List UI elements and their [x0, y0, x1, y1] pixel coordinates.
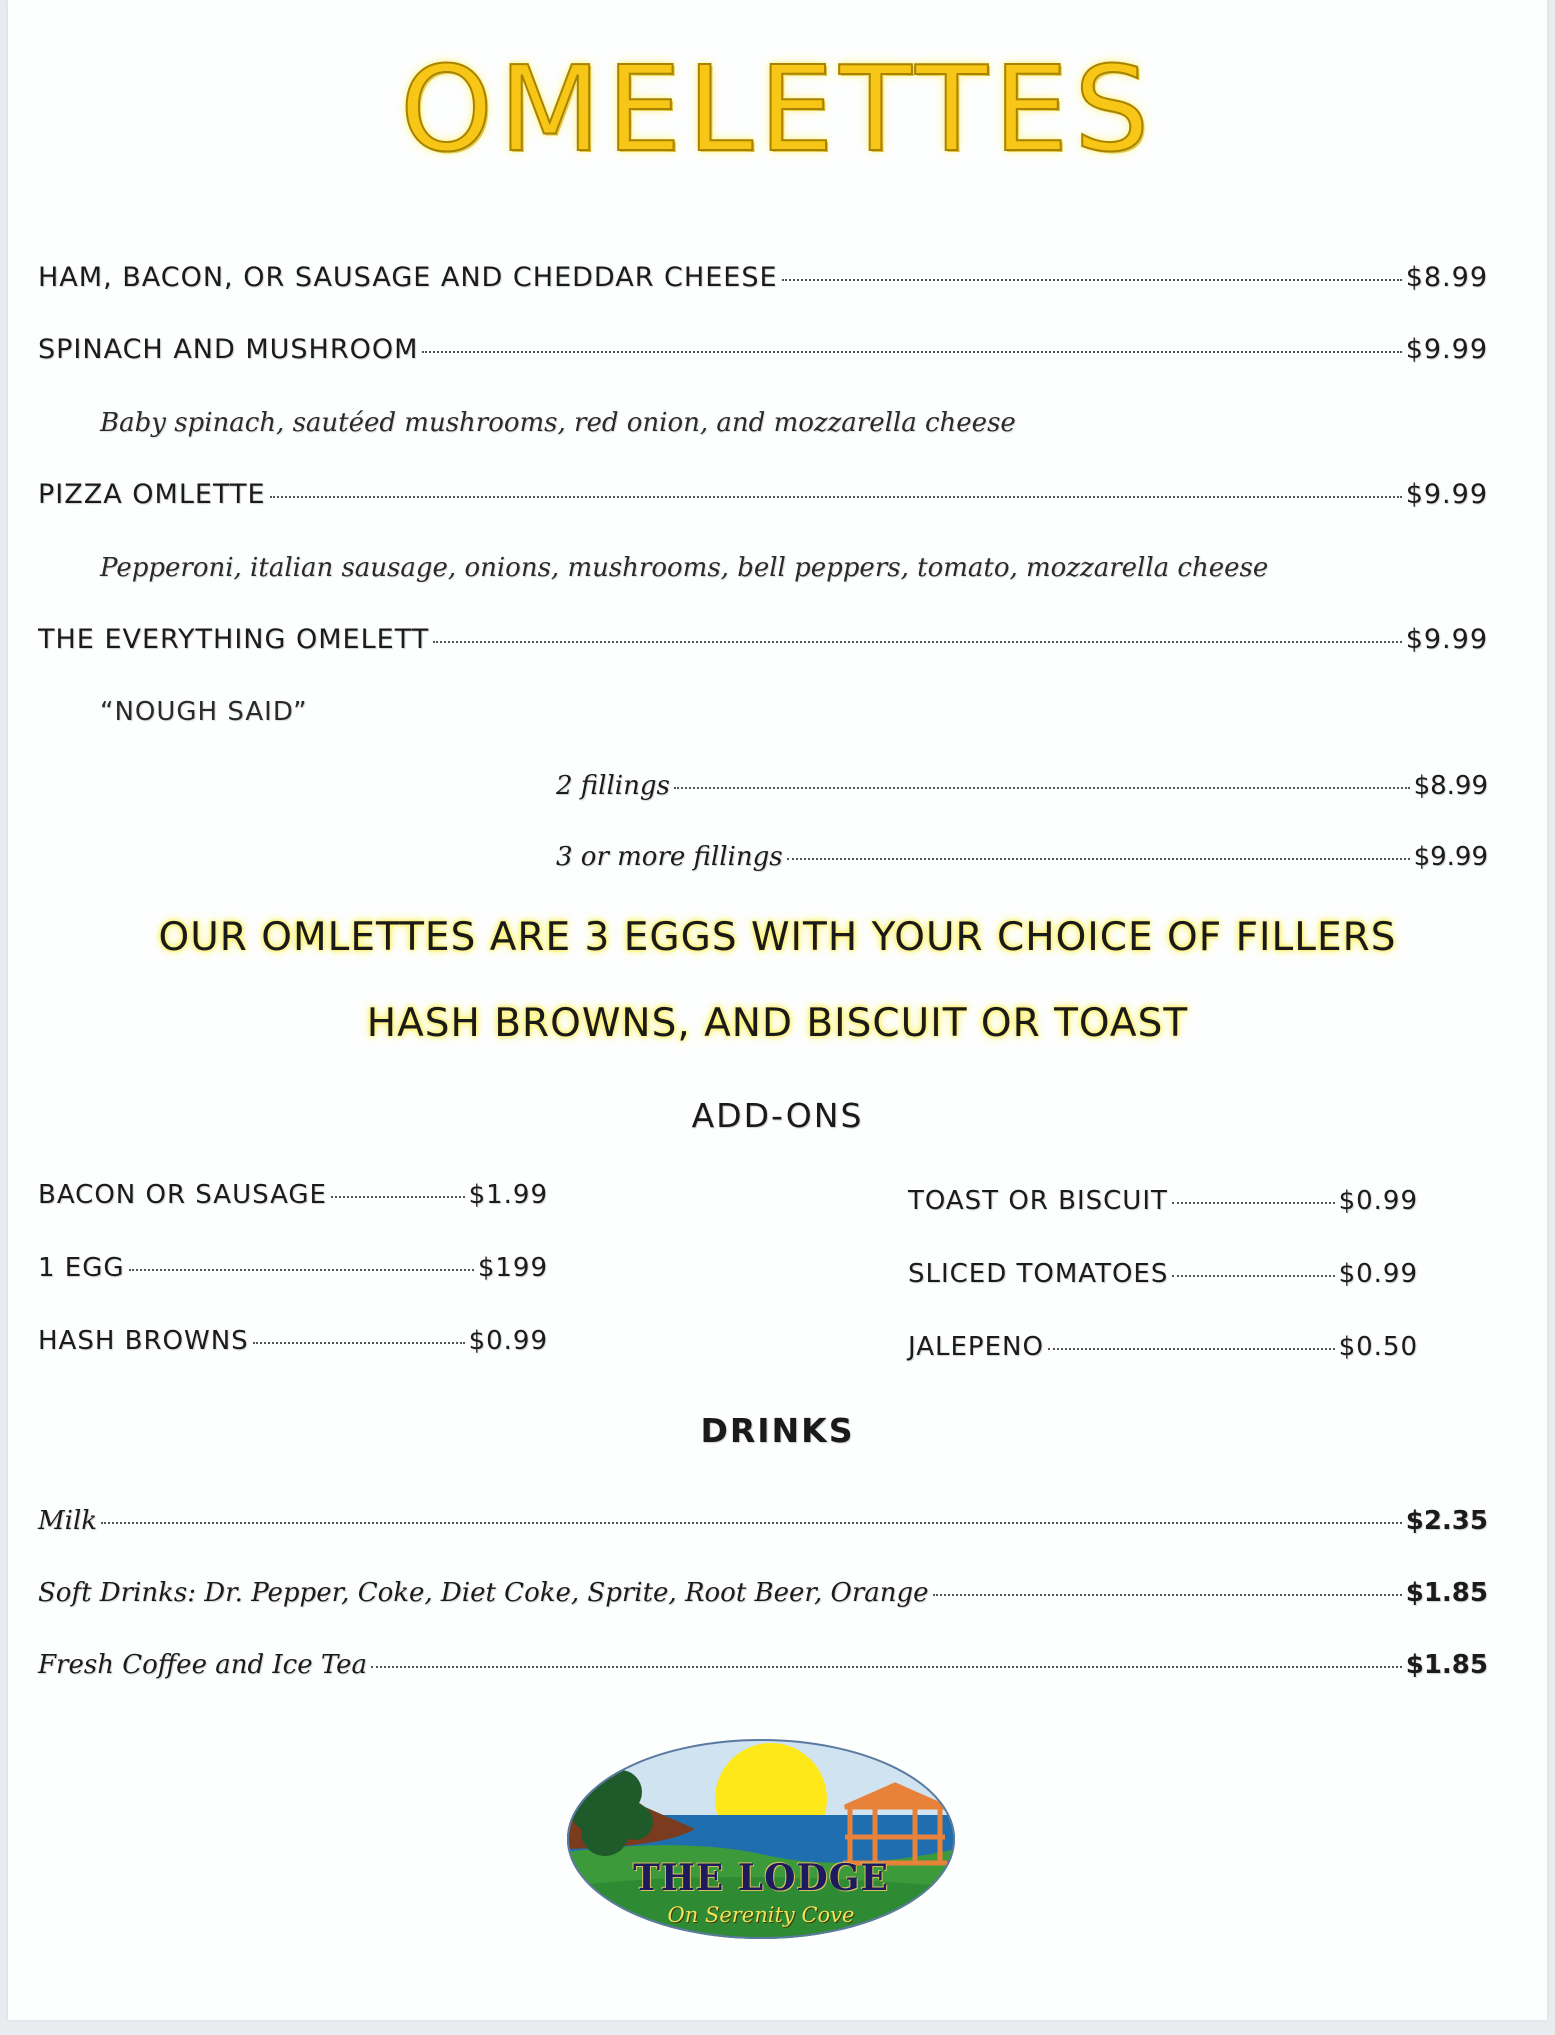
addon-price: $0.99 [468, 1326, 548, 1356]
filling-price: $8.99 [1413, 771, 1488, 801]
item-name: PIZZA OMLETTE [38, 479, 266, 510]
addon-price: $1.99 [468, 1180, 548, 1210]
menu-item-everything-omelett [38, 624, 1488, 655]
addon-item [38, 1326, 548, 1356]
dot-leader [253, 1342, 465, 1344]
filling-price: $9.99 [1413, 842, 1488, 872]
filling-label: 3 or more fillings [556, 842, 783, 872]
filling-option-3-plus [556, 842, 1488, 872]
addon-item [38, 1253, 548, 1283]
dot-leader [129, 1269, 474, 1271]
addon-name: JALEPENO [908, 1332, 1044, 1362]
addon-name: BACON OR SAUSAGE [38, 1180, 327, 1210]
dot-leader [331, 1196, 465, 1198]
addons-heading: ADD-ONS [691, 1096, 864, 1135]
addon-item [908, 1259, 1418, 1289]
drink-name: Fresh Coffee and Ice Tea [38, 1650, 368, 1680]
dot-leader [1172, 1275, 1334, 1277]
drink-price: $1.85 [1405, 1650, 1488, 1680]
addon-name: HASH BROWNS [38, 1326, 249, 1356]
item-name: THE EVERYTHING OMELETT [38, 624, 430, 655]
drink-item [38, 1578, 1488, 1608]
item-description: Pepperoni, italian sausage, onions, mushrooms, bell peppers, tomato, mozzarella cheese [100, 553, 1269, 583]
addon-price: $0.99 [1338, 1259, 1418, 1289]
drink-name: Milk [38, 1506, 98, 1536]
item-price: $9.99 [1405, 479, 1488, 510]
menu-title: OMELETTES [399, 40, 1156, 178]
dot-leader [933, 1594, 1402, 1596]
filling-option-2 [556, 771, 1488, 801]
addon-item [38, 1180, 548, 1210]
menu-item-ham-bacon-sausage [38, 262, 1488, 293]
drink-item [38, 1506, 1488, 1536]
dot-leader [270, 496, 1402, 498]
addon-price: $199 [477, 1253, 548, 1283]
drink-name: Soft Drinks: Dr. Pepper, Coke, Diet Coke, Sprite, Root Beer, Orange [38, 1578, 929, 1608]
logo-name: THE LODGE [633, 1857, 889, 1899]
menu-item-spinach-mushroom [38, 334, 1488, 365]
drink-price: $2.35 [1405, 1506, 1488, 1536]
addon-item [908, 1332, 1418, 1362]
addon-name: SLICED TOMATOES [908, 1259, 1169, 1289]
item-name: HAM, BACON, OR SAUSAGE AND CHEDDAR CHEESE [38, 262, 778, 293]
item-description: “NOUGH SAID” [100, 697, 308, 727]
filling-label: 2 fillings [556, 771, 670, 801]
lodge-logo [565, 1737, 957, 1942]
item-description: Baby spinach, sautéed mushrooms, red onion, and mozzarella cheese [100, 408, 1016, 438]
addon-name: 1 EGG [38, 1253, 125, 1283]
item-name: SPINACH AND MUSHROOM [38, 334, 419, 365]
item-price: $8.99 [1405, 262, 1488, 293]
omelette-note-line-2: HASH BROWNS, AND BISCUIT OR TOAST [366, 1001, 1189, 1046]
addon-item [908, 1186, 1418, 1216]
item-price: $9.99 [1405, 624, 1488, 655]
dot-leader [1172, 1202, 1335, 1204]
dot-leader [101, 1522, 1402, 1524]
addon-name: TOAST OR BISCUIT [908, 1186, 1168, 1216]
dot-leader [1048, 1348, 1335, 1350]
dot-leader [787, 858, 1410, 860]
menu-page [8, 0, 1547, 2020]
dot-leader [674, 787, 1410, 789]
drink-price: $1.85 [1405, 1578, 1488, 1608]
drinks-heading: DRINKS [700, 1411, 855, 1450]
dot-leader [422, 351, 1401, 353]
logo-tagline: On Serenity Cove [667, 1903, 855, 1927]
dot-leader [433, 641, 1401, 643]
drink-item [38, 1650, 1488, 1680]
dot-leader [371, 1666, 1402, 1668]
omelette-note-line-1: OUR OMLETTES ARE 3 EGGS WITH YOUR CHOICE OF FILLERS [158, 915, 1397, 960]
menu-item-pizza-omlette [38, 479, 1488, 510]
item-price: $9.99 [1405, 334, 1488, 365]
addon-price: $0.50 [1338, 1332, 1418, 1362]
dot-leader [782, 279, 1402, 281]
addon-price: $0.99 [1338, 1186, 1418, 1216]
